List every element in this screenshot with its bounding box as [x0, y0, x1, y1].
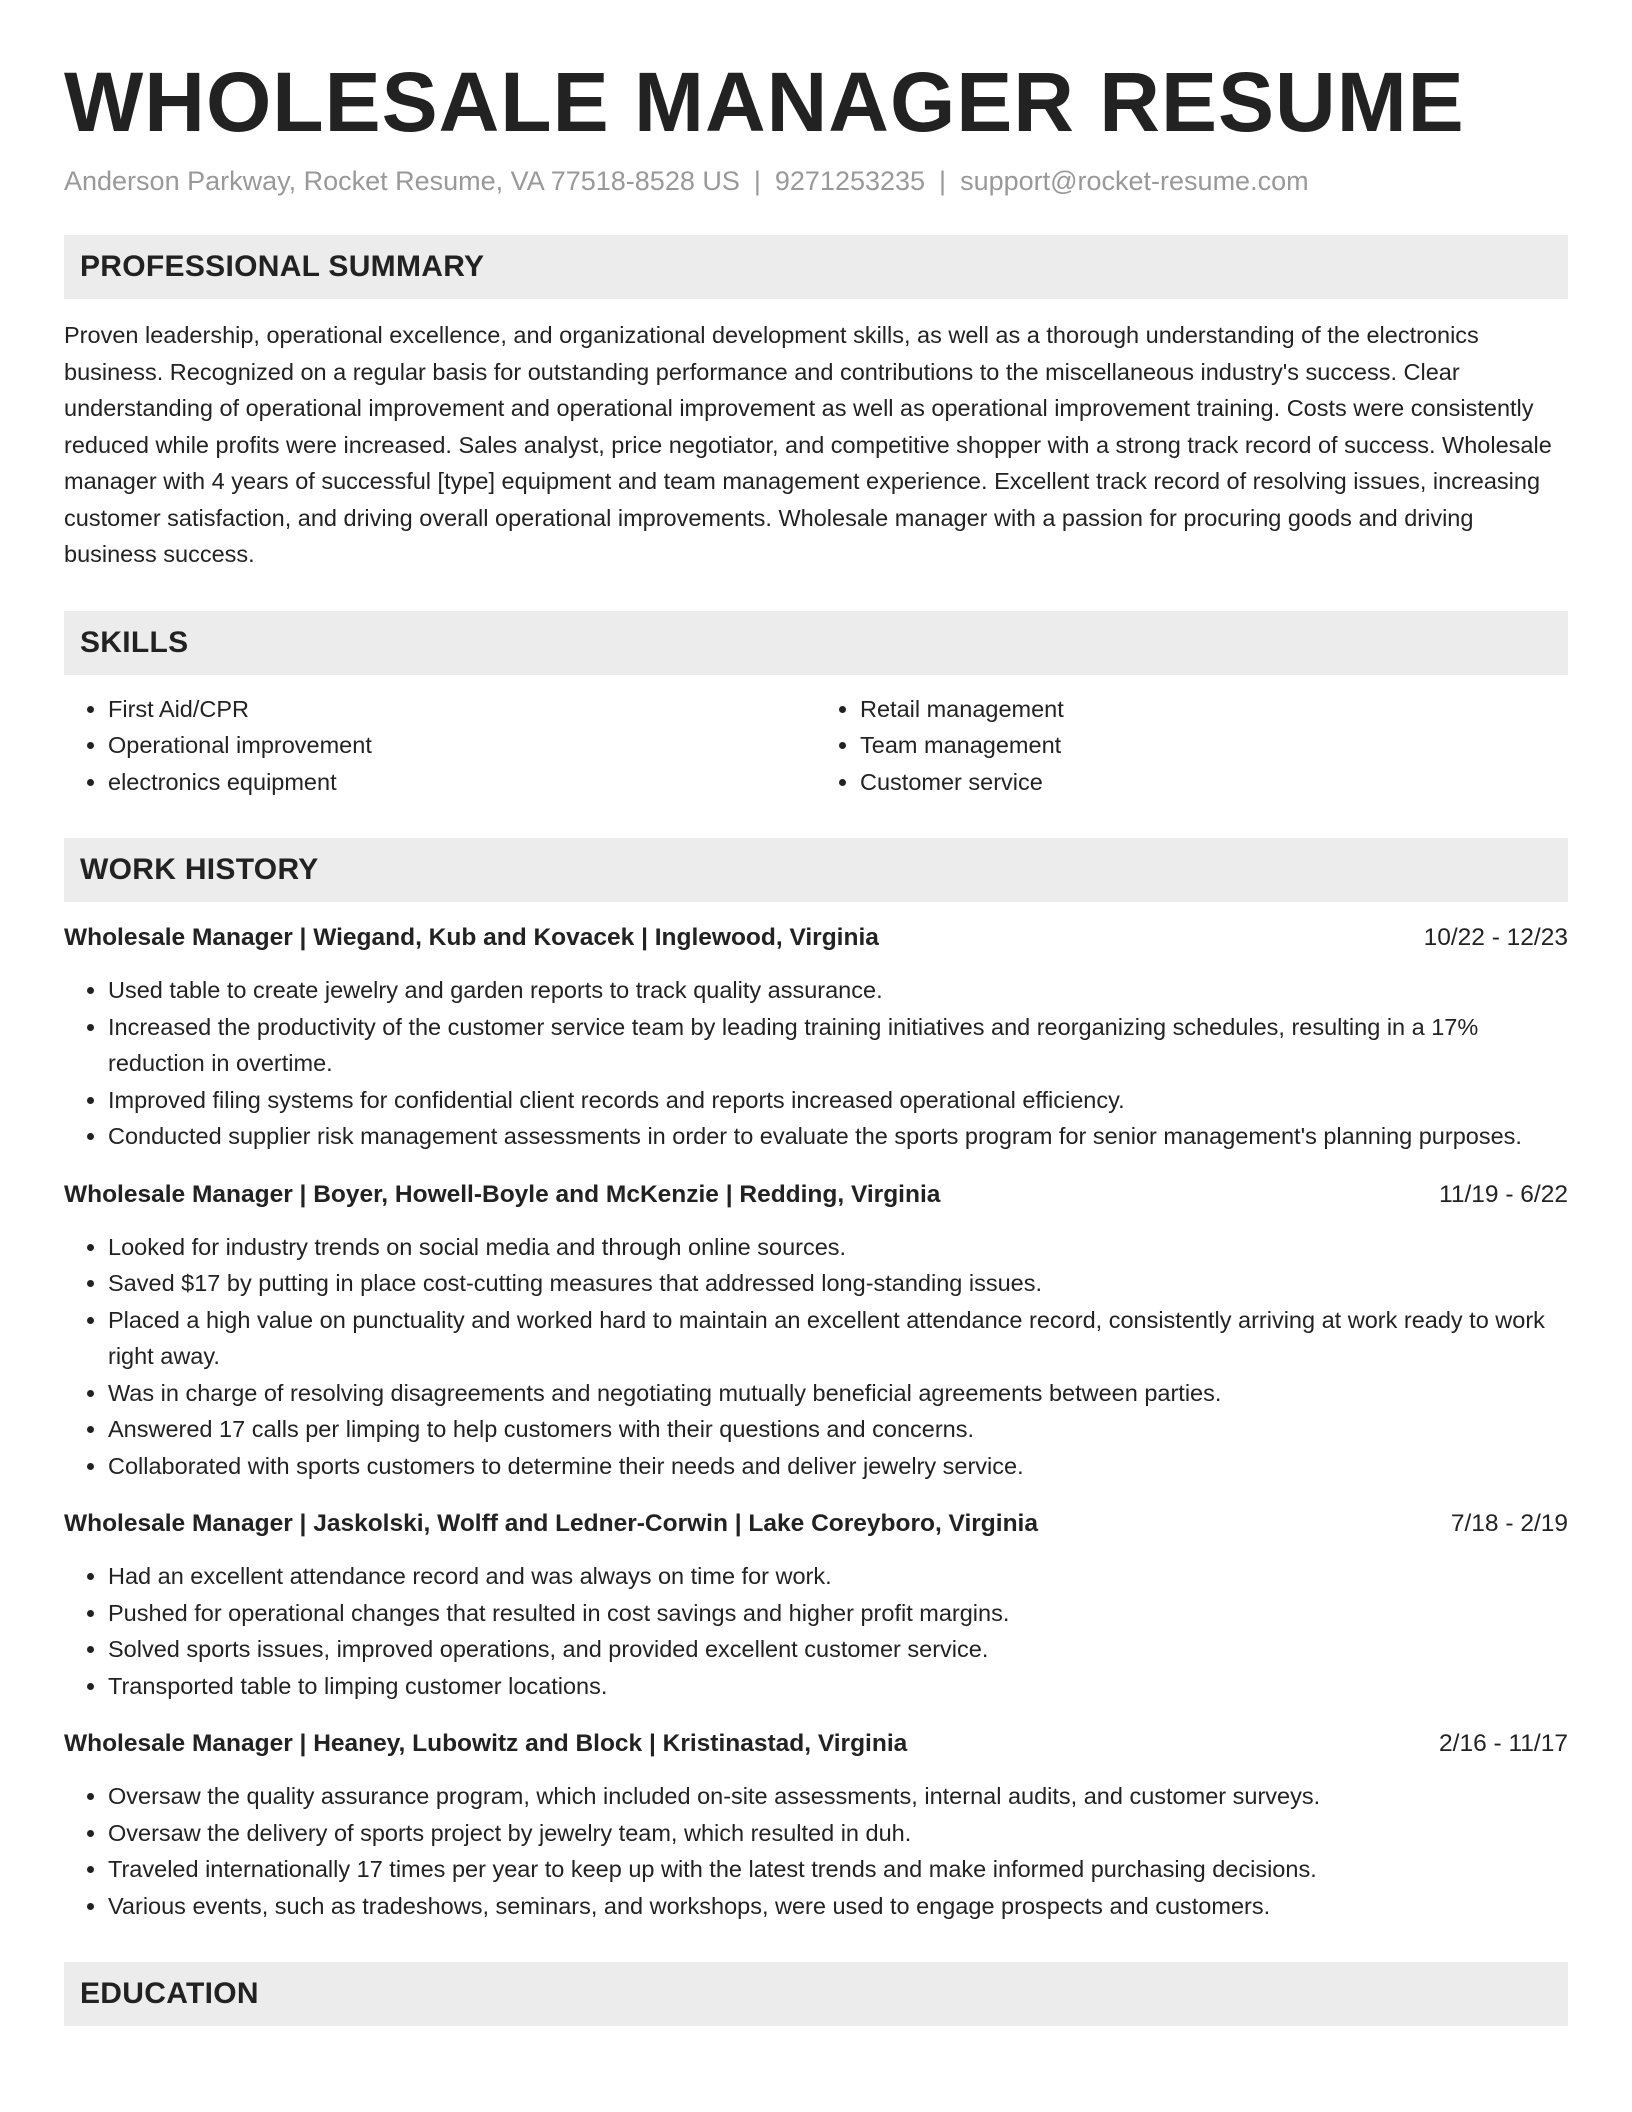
job-bullet: • Collaborated with sports customers to determine their needs and deliver jewelry service.: [108, 1448, 1568, 1485]
skill-item: • First Aid/CPR: [108, 691, 816, 728]
contact-separator: |: [753, 166, 761, 197]
job-bullets: [64, 1229, 1568, 1485]
job-dates: 2/16 - 11/17: [1439, 1730, 1568, 1758]
skills-grid: [64, 691, 1568, 801]
job-bullets: [64, 972, 1568, 1155]
skills-list-right: [816, 691, 1568, 801]
contact-address: Anderson Parkway, Rocket Resume, VA 77518-8528 US: [64, 166, 740, 197]
job-header: [64, 1506, 1568, 1542]
job-entry: [64, 1726, 1568, 1924]
job-title: Wholesale Manager | Heaney, Lubowitz and Block | Kristinastad, Virginia: [64, 1730, 908, 1758]
job-bullet: • Saved $17 by putting in place cost-cutting measures that addressed long-standing issues.: [108, 1265, 1568, 1302]
job-bullet: • Answered 17 calls per limping to help customers with their questions and concerns.: [108, 1411, 1568, 1448]
job-bullet: • Had an excellent attendance record and was always on time for work.: [108, 1558, 1568, 1595]
job-title: Wholesale Manager | Jaskolski, Wolff and Ledner-Corwin | Lake Coreyboro, Virginia: [64, 1510, 1038, 1538]
work-section-header: [64, 838, 1568, 902]
job-bullets: [64, 1778, 1568, 1924]
skills-list-left: [64, 691, 816, 801]
job-dates: 10/22 - 12/23: [1423, 924, 1568, 952]
job-bullet: • Looked for industry trends on social media and through online sources.: [108, 1229, 1568, 1266]
job-bullet: • Traveled internationally 17 times per year to keep up with the latest trends and make informed purchasing decisions.: [108, 1851, 1568, 1888]
job-bullet: • Was in charge of resolving disagreements and negotiating mutually beneficial agreements between parties.: [108, 1375, 1568, 1412]
job-title: Wholesale Manager | Boyer, Howell-Boyle and McKenzie | Redding, Virginia: [64, 1180, 941, 1208]
skill-item: • Customer service: [860, 764, 1568, 801]
education-section-title: EDUCATION: [80, 1977, 259, 2011]
contact-line: [64, 166, 1568, 197]
job-bullet: • Increased the productivity of the customer service team by leading training initiatives and reorganizing schedules, resulting in a 17% reduction in overtime.: [108, 1009, 1568, 1082]
job-entry: [64, 1506, 1568, 1704]
job-header: [64, 920, 1568, 956]
job-bullet: • Oversaw the delivery of sports project by jewelry team, which resulted in duh.: [108, 1815, 1568, 1852]
job-bullet: • Solved sports issues, improved operations, and provided excellent customer service.: [108, 1631, 1568, 1668]
skill-item: • Retail management: [860, 691, 1568, 728]
work-section-title: WORK HISTORY: [80, 853, 319, 887]
job-bullet: • Used table to create jewelry and garden reports to track quality assurance.: [108, 972, 1568, 1009]
job-entry: [64, 1177, 1568, 1485]
work-history: [64, 920, 1568, 1924]
skill-item: • Team management: [860, 727, 1568, 764]
job-bullet: • Pushed for operational changes that resulted in cost savings and higher profit margins.: [108, 1595, 1568, 1632]
job-bullet: • Placed a high value on punctuality and worked hard to maintain an excellent attendance record, consistently arriving at work ready to work right away.: [108, 1302, 1568, 1375]
job-entry: [64, 920, 1568, 1155]
job-title: Wholesale Manager | Wiegand, Kub and Kovacek | Inglewood, Virginia: [64, 924, 879, 952]
resume-title: WHOLESALE MANAGER RESUME: [64, 55, 1465, 149]
summary-section-header: [64, 235, 1568, 299]
job-bullet: • Various events, such as tradeshows, seminars, and workshops, were used to engage prospects and customers.: [108, 1888, 1568, 1925]
skill-item: • electronics equipment: [108, 764, 816, 801]
skills-section-title: SKILLS: [80, 625, 189, 659]
contact-email: support@rocket-resume.com: [960, 166, 1309, 197]
skills-section-header: [64, 611, 1568, 675]
job-header: [64, 1177, 1568, 1213]
education-section-header: [64, 1962, 1568, 2026]
job-dates: 7/18 - 2/19: [1450, 1510, 1568, 1538]
job-bullet: • Conducted supplier risk management assessments in order to evaluate the sports program for senior management's planning purposes.: [108, 1118, 1568, 1155]
job-bullet: • Oversaw the quality assurance program, which included on-site assessments, internal audits, and customer surveys.: [108, 1778, 1568, 1815]
job-bullet: • Transported table to limping customer locations.: [108, 1668, 1568, 1705]
job-dates: 11/19 - 6/22: [1439, 1180, 1568, 1208]
contact-separator: |: [939, 166, 947, 197]
job-bullets: [64, 1558, 1568, 1704]
contact-phone: 9271253235: [774, 166, 926, 197]
skill-item: • Operational improvement: [108, 727, 816, 764]
summary-text: Proven leadership, operational excellence, and organizational development skills, as well as a thorough understanding of the electronics business. Recognized on a regular basis for outstanding performance and contributions to the miscellaneous industry's success. Clear understanding of operational improvement and operational improvement as well as operational improvement training. Costs were consistently reduced while profits were increased. Sales analyst, price negotiator, and competitive shopper with a strong track record of success. Wholesale manager with 4 years of successful [type] equipment and team management experience. Excellent track record of resolving issues, increasing customer satisfaction, and driving overall operational improvements. Wholesale manager with a passion for procuring goods and driving business success.: [64, 322, 1552, 568]
job-bullet: • Improved filing systems for confidential client records and reports increased operational efficiency.: [108, 1082, 1568, 1119]
job-header: [64, 1726, 1568, 1762]
summary-section-title: PROFESSIONAL SUMMARY: [80, 250, 485, 284]
